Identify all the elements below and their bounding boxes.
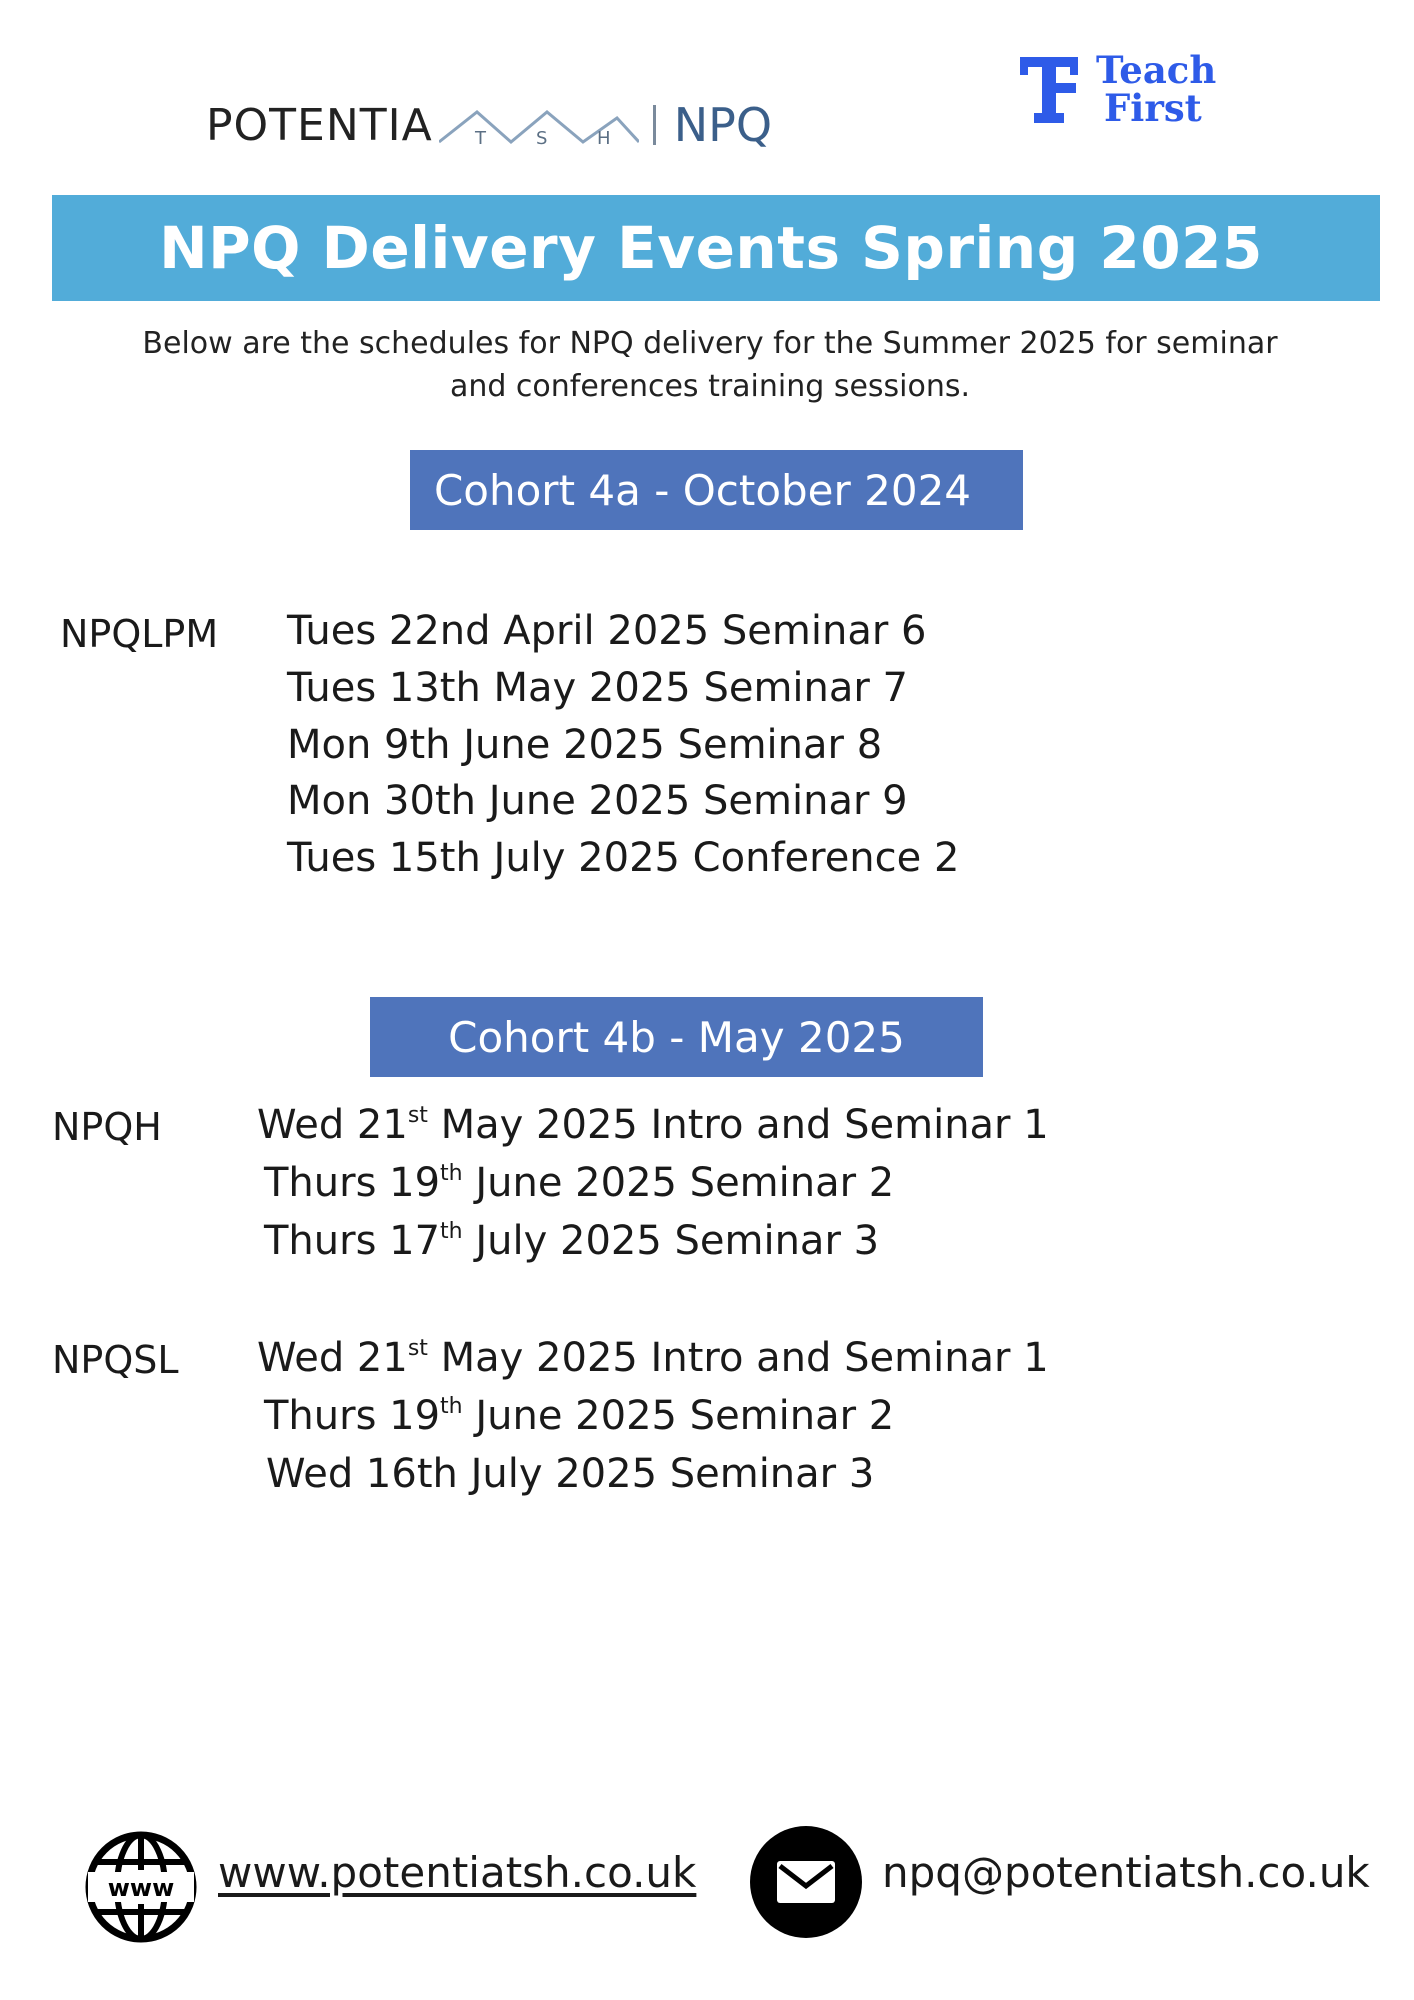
title-banner <box>52 195 1380 301</box>
teach-first-line2: First <box>1104 85 1202 130</box>
envelope-glyph <box>774 1858 838 1906</box>
cohort-4b-heading-text: Cohort 4b - May 2025 <box>448 1012 905 1062</box>
programme-npqlpm-label: NPQLPM <box>60 612 219 656</box>
intro-line-1: Below are the schedules for NPQ delivery for the Summer 2025 for seminar <box>142 326 1278 361</box>
email-address[interactable]: npq@potentiatsh.co.uk <box>882 1848 1370 1897</box>
intro-paragraph <box>60 322 1360 408</box>
potentia-npq-logo <box>206 95 772 155</box>
npqlpm-session-4: Mon 30th June 2025 Seminar 9 <box>287 778 908 824</box>
cohort-4a-heading-text: Cohort 4a - October 2024 <box>433 465 972 515</box>
potentia-letter-s: S <box>535 128 548 149</box>
npqlpm-session-3: Mon 9th June 2025 Seminar 8 <box>287 722 883 768</box>
npqlpm-session-1: Tues 22nd April 2025 Seminar 6 <box>287 608 927 654</box>
teach-first-logo <box>1018 48 1217 130</box>
programme-npqh-label: NPQH <box>52 1105 162 1149</box>
teach-first-line1: Teach <box>1096 48 1217 92</box>
npq-logo-word: NPQ <box>673 98 773 152</box>
potentia-letter-h: H <box>596 128 611 149</box>
programme-npqsl-label: NPQSL <box>52 1338 179 1382</box>
npqlpm-session-2: Tues 13th May 2025 Seminar 7 <box>287 665 908 711</box>
cohort-4a-heading <box>410 450 1023 530</box>
npqsl-session-1: Wed 21st May 2025 Intro and Seminar 1 <box>257 1335 1049 1381</box>
potentia-mountain-mark <box>439 100 639 150</box>
npqh-session-2: Thurs 19th June 2025 Seminar 2 <box>264 1160 895 1206</box>
intro-line-2: and conferences training sessions. <box>449 369 971 404</box>
potentia-logo-word: POTENTIA <box>206 99 433 151</box>
potentia-letter-t: T <box>474 128 486 149</box>
npqsl-session-3: Wed 16th July 2025 Seminar 3 <box>266 1451 875 1497</box>
npqh-session-1: Wed 21st May 2025 Intro and Seminar 1 <box>257 1102 1049 1148</box>
cohort-4b-heading <box>370 997 983 1077</box>
npqsl-session-2: Thurs 19th June 2025 Seminar 2 <box>264 1393 895 1439</box>
envelope-icon[interactable] <box>750 1826 862 1938</box>
npqh-session-3: Thurs 17th July 2025 Seminar 3 <box>264 1218 880 1264</box>
website-link[interactable]: www.potentiatsh.co.uk <box>218 1848 697 1897</box>
globe-www-icon[interactable] <box>84 1830 198 1944</box>
teach-first-tf-icon <box>1018 53 1084 127</box>
page-title: NPQ Delivery Events Spring 2025 <box>159 214 1263 282</box>
logo-divider <box>653 105 656 145</box>
npqlpm-session-5: Tues 15th July 2025 Conference 2 <box>287 835 960 881</box>
www-icon-label: www <box>107 1874 175 1902</box>
